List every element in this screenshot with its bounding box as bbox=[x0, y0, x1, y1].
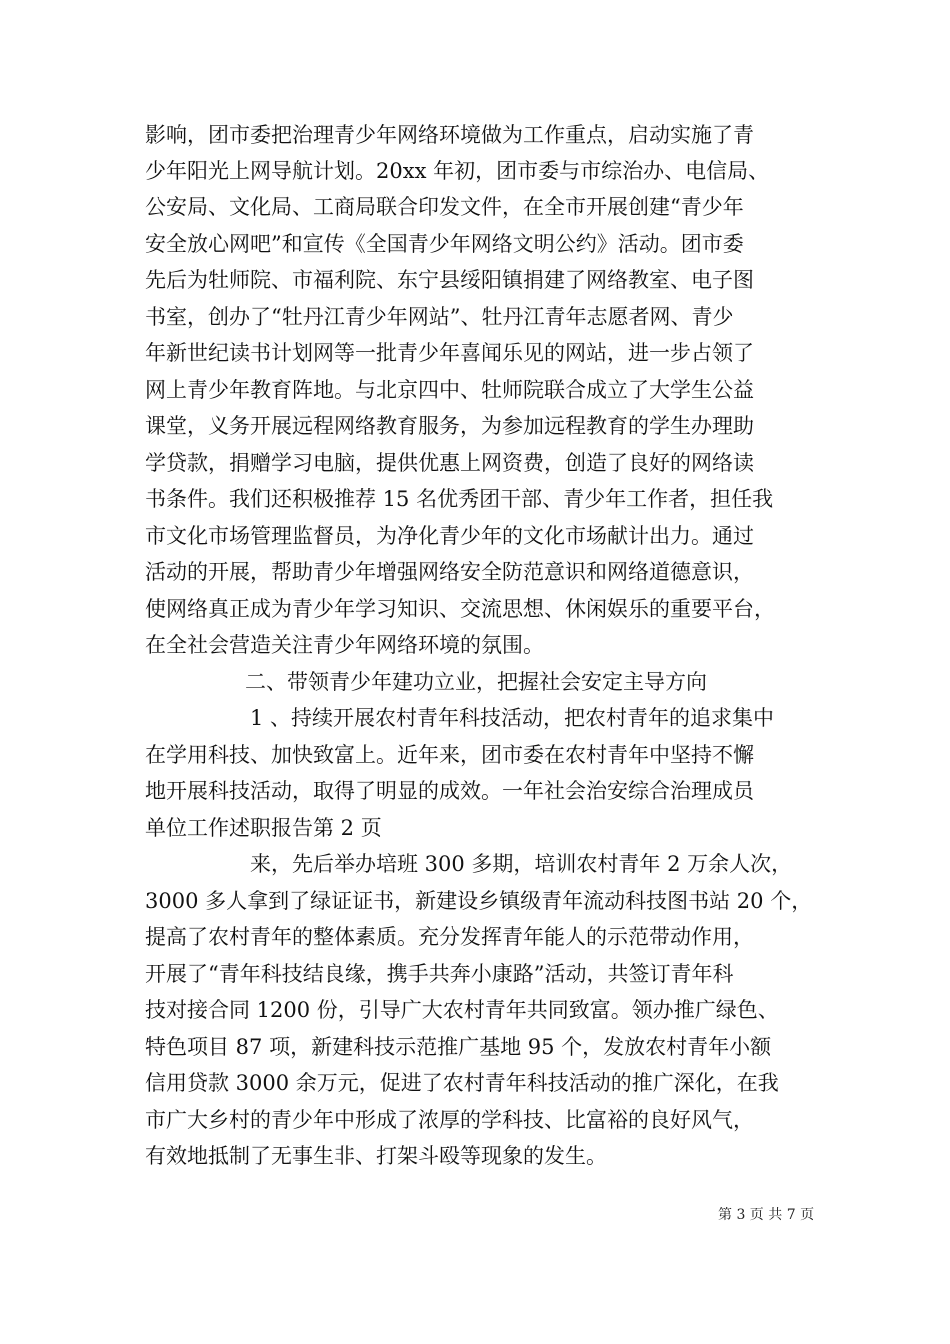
text-line: 影响，团市委把治理青少年网络环境做为工作重点，启动实施了青 bbox=[145, 123, 754, 147]
text-line: 少年阳光上网导航计划。20xx 年初，团市委与市综治办、电信局、 bbox=[145, 159, 770, 183]
text-line: 信用贷款 3000 余万元，促进了农村青年科技活动的推广深化，在我 bbox=[145, 1071, 779, 1095]
text-line: 有效地抵制了无事生非、打架斗殴等现象的发生。 bbox=[145, 1144, 607, 1168]
text-line: 学贷款，捐赠学习电脑，提供优惠上网资费，创造了良好的网络读 bbox=[145, 451, 754, 475]
text-line: 课堂，义务开展远程网络教育服务，为参加远程教育的学生办理助 bbox=[145, 414, 754, 438]
text-line: 公安局、文化局、工商局联合印发文件，在全市开展创建“青少年 bbox=[145, 195, 744, 219]
text-line: 开展了“青年科技结良缘，携手共奔小康路”活动，共签订青年科 bbox=[145, 962, 734, 986]
text-line: 在学用科技、加快致富上。近年来，团市委在农村青年中坚持不懈 bbox=[145, 743, 754, 767]
text-line: 网上青少年教育阵地。与北京四中、牡师院联合成立了大学生公益 bbox=[145, 378, 754, 402]
text-line: 书条件。我们还积极推荐 15 名优秀团干部、青少年工作者，担任我 bbox=[145, 487, 774, 511]
text-line: 在全社会营造关注青少年网络环境的氛围。 bbox=[145, 633, 544, 657]
page-footer: 第 3 页 共 7 页 bbox=[718, 1207, 815, 1223]
text-line: 使网络真正成为青少年学习知识、交流思想、休闲娱乐的重要平台， bbox=[145, 597, 775, 621]
text-line: 市广大乡村的青少年中形成了浓厚的学科技、比富裕的良好风气， bbox=[145, 1108, 754, 1132]
text-line: 年新世纪读书计划网等一批青少年喜闻乐见的网站，进一步占领了 bbox=[145, 341, 754, 365]
text-line: 技对接合同 1200 份，引导广大农村青年共同致富。领办推广绿色、 bbox=[145, 998, 779, 1022]
text-line: 书室，创办了“牡丹江青少年网站”、牡丹江青年志愿者网、青少 bbox=[145, 305, 734, 329]
text-line: 来，先后举办培班 300 多期，培训农村青年 2 万余人次， bbox=[250, 852, 793, 876]
text-line: 市文化市场管理监督员，为净化青少年的文化市场献计出力。通过 bbox=[145, 524, 754, 548]
text-line: 活动的开展，帮助青少年增强网络安全防范意识和网络道德意识， bbox=[145, 560, 754, 584]
text-line: 单位工作述职报告第 2 页 bbox=[145, 816, 382, 840]
text-line: 安全放心网吧”和宣传《全国青少年网络文明公约》活动。团市委 bbox=[145, 232, 744, 256]
text-line: 3000 多人拿到了绿证证书，新建设乡镇级青年流动科技图书站 20 个， bbox=[145, 889, 813, 913]
text-line: 特色项目 87 项，新建科技示范推广基地 95 个，发放农村青年小额 bbox=[145, 1035, 772, 1059]
text-line: 1 、持续开展农村青年科技活动，把农村青年的追求集中 bbox=[250, 706, 775, 730]
text-line: 地开展科技活动，取得了明显的成效。一年社会治安综合治理成员 bbox=[145, 779, 754, 803]
section-heading: 二、带领青少年建功立业，把握社会安定主导方向 bbox=[245, 670, 707, 694]
text-line: 提高了农村青年的整体素质。充分发挥青年能人的示范带动作用， bbox=[145, 925, 754, 949]
text-line: 先后为牡师院、市福利院、东宁县绥阳镇捐建了网络教室、电子图 bbox=[145, 268, 754, 292]
